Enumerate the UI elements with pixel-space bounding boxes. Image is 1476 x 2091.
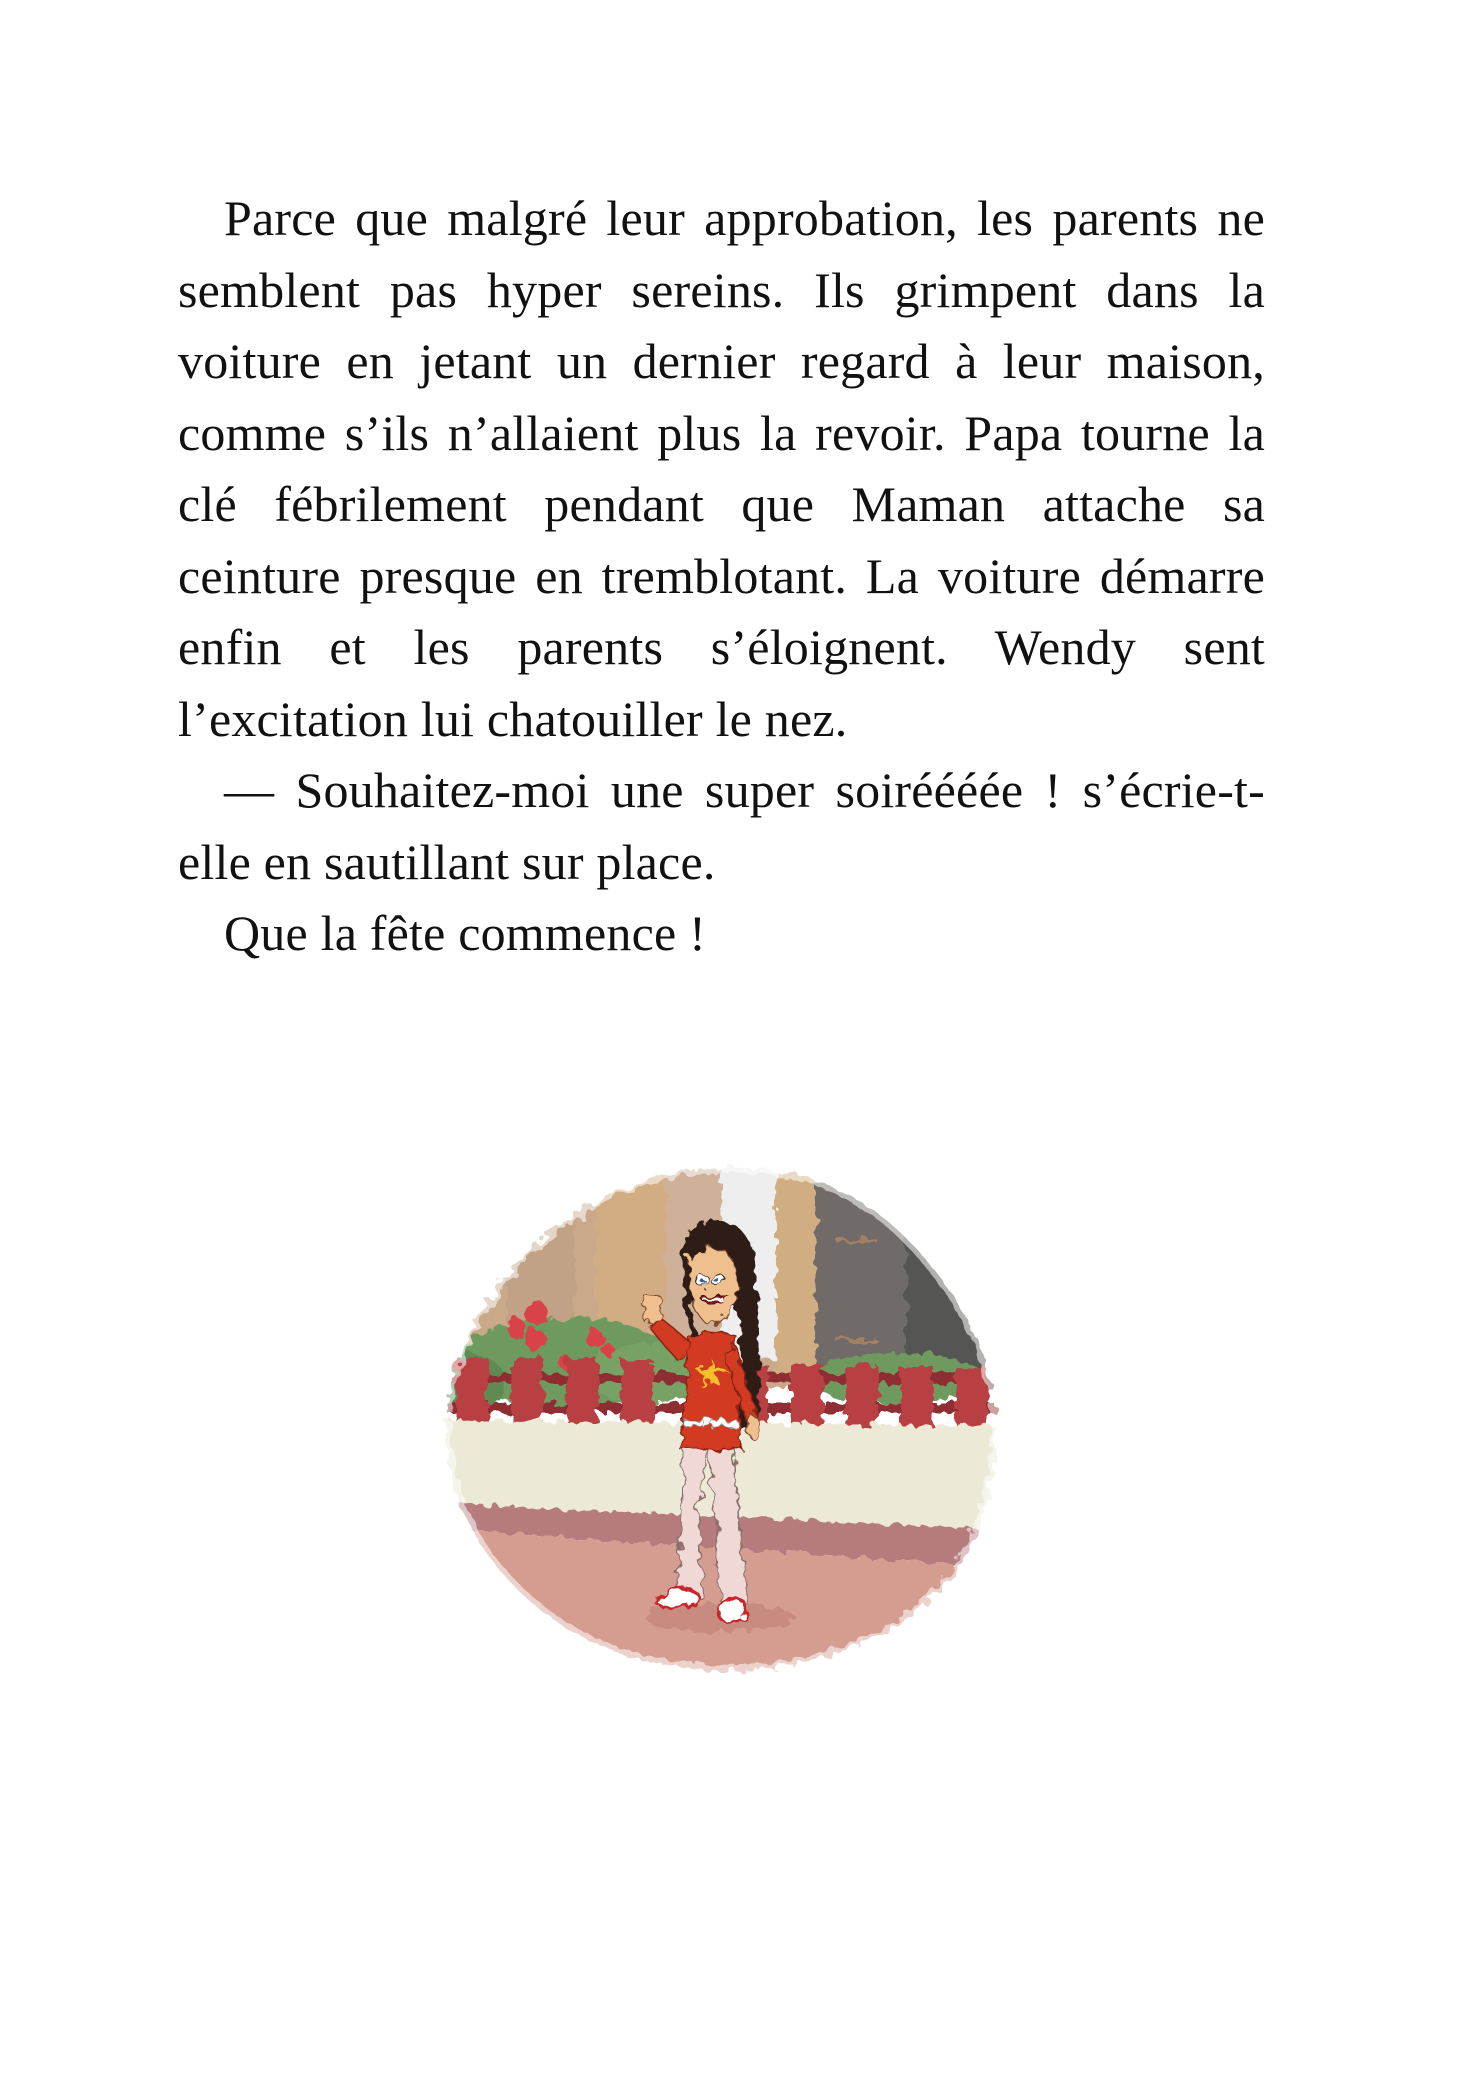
paragraph-party-starts: Que la fête commence ! — [224, 905, 706, 961]
paragraph-parents-leaving: Parce que malgré leur approbation, les parents ne semblent pas hyper sereins. Ils grimpent dans la voiture en jetant un dernier regard à leur maison, comme s’ils n’allaient plus la revoir. Papa tourne la clé fébrilement pendant que Maman attache sa ceinture presque en tremblotant. La voiture démarre enfin et les parents s’éloignent. Wendy sent l’excitation lui chatouiller le nez. — [178, 190, 1265, 747]
paragraph-wendy-dialogue: — Souhaitez-moi une super soiréééée ! s’écrie-t-elle en sautillant sur place. — [178, 762, 1265, 890]
story-text — [178, 183, 1265, 970]
wendy-illustration — [436, 1158, 1006, 1680]
illustration-image — [436, 1158, 1006, 1680]
